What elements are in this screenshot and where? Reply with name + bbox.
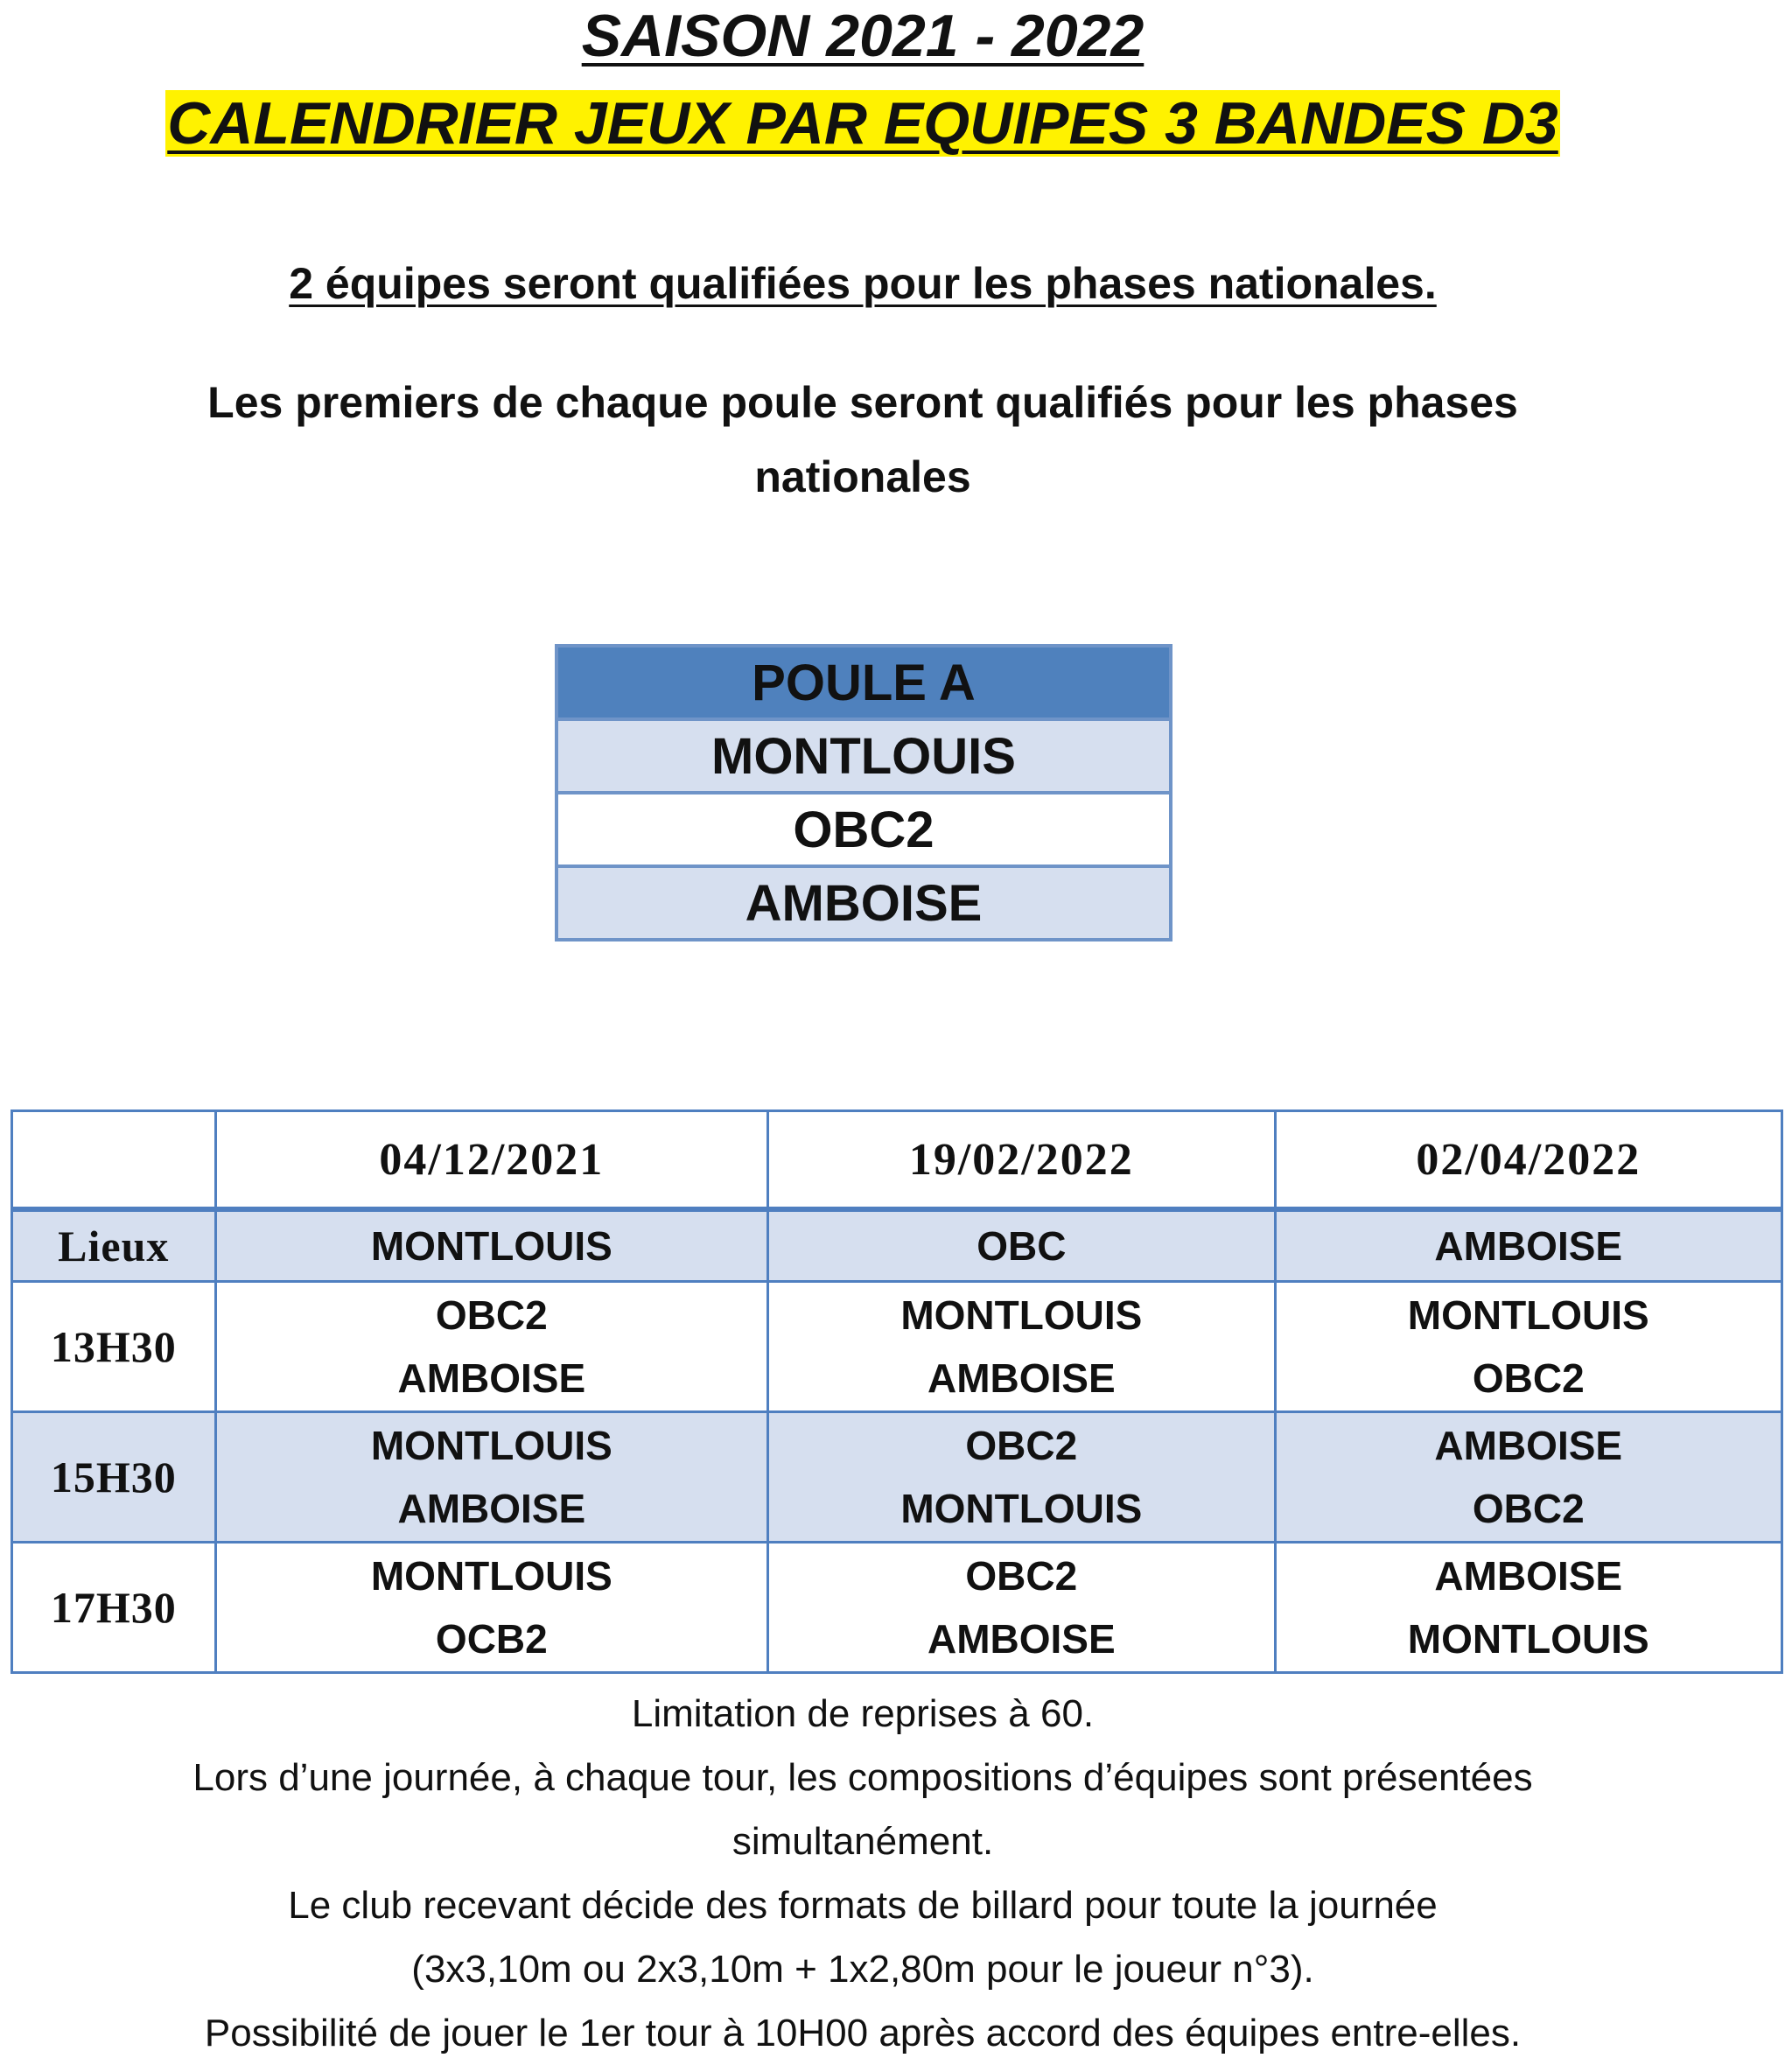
time-label: 15H30 xyxy=(12,1412,216,1543)
match-cell xyxy=(1275,1412,1782,1543)
match-cell xyxy=(1275,1543,1782,1673)
poule-table xyxy=(555,644,1172,942)
poule-team: AMBOISE xyxy=(556,866,1171,940)
time-label: 17H30 xyxy=(12,1543,216,1673)
match-cell xyxy=(215,1543,768,1673)
footer-line: (3x3,10m ou 2x3,10m + 1x2,80m pour le joueur n°3). xyxy=(411,1948,1314,1991)
match-cell xyxy=(768,1543,1275,1673)
poule-team: MONTLOUIS xyxy=(556,719,1171,793)
lieux-label: Lieux xyxy=(12,1209,216,1282)
lieu-cell: AMBOISE xyxy=(1275,1209,1782,1282)
date-cell: 19/02/2022 xyxy=(768,1111,1275,1210)
highlighted-subtitle: CALENDRIER JEUX PAR EQUIPES 3 BANDES D3 xyxy=(167,90,1558,157)
time-slot-row xyxy=(12,1282,1782,1412)
footer-line: simultanément. xyxy=(732,1820,994,1863)
footer-line: Le club recevant décide des formats de billard pour toute la journée xyxy=(288,1884,1438,1927)
schedule-header-row xyxy=(12,1111,1782,1210)
team-home: AMBOISE xyxy=(1434,1423,1623,1468)
premiers-note xyxy=(0,366,1726,514)
date-cell: 04/12/2021 xyxy=(215,1111,768,1210)
time-slot-row xyxy=(12,1543,1782,1673)
match-cell xyxy=(768,1282,1275,1412)
team-away: OBC2 xyxy=(1472,1355,1585,1401)
team-home: MONTLOUIS xyxy=(370,1553,612,1599)
team-home: MONTLOUIS xyxy=(1407,1292,1649,1338)
time-slot-row xyxy=(12,1412,1782,1543)
match-cell xyxy=(215,1282,768,1412)
lieu-cell: MONTLOUIS xyxy=(215,1209,768,1282)
team-home: OBC2 xyxy=(435,1292,548,1338)
team-home: AMBOISE xyxy=(1434,1553,1623,1599)
lieux-row xyxy=(12,1209,1782,1282)
match-cell xyxy=(768,1412,1275,1543)
team-home: OBC2 xyxy=(965,1423,1078,1468)
schedule-table xyxy=(10,1110,1783,1674)
footer-notes xyxy=(0,1682,1726,2065)
team-away: MONTLOUIS xyxy=(900,1486,1143,1531)
footer-line: Possibilité de jouer le 1er tour à 10H00 après accord des équipes entre-elles. xyxy=(204,2012,1522,2054)
poule-team: OBC2 xyxy=(556,793,1171,866)
team-away: MONTLOUIS xyxy=(1407,1616,1649,1662)
time-label: 13H30 xyxy=(12,1282,216,1412)
date-cell: 02/04/2022 xyxy=(1275,1111,1782,1210)
team-away: AMBOISE xyxy=(927,1616,1116,1662)
page-title: SAISON 2021 - 2022 xyxy=(581,3,1144,69)
corner-cell xyxy=(12,1111,216,1210)
team-away: OBC2 xyxy=(1472,1486,1585,1531)
team-home: MONTLOUIS xyxy=(900,1292,1143,1338)
page-subtitle xyxy=(0,89,1726,158)
team-away: AMBOISE xyxy=(927,1355,1116,1401)
poule-header: POULE A xyxy=(556,646,1171,719)
footer-line: Limitation de reprises à 60. xyxy=(631,1692,1095,1735)
match-cell xyxy=(215,1412,768,1543)
footer-line: Lors d’une journée, à chaque tour, les compositions d’équipes sont présentées xyxy=(192,1756,1533,1799)
premiers-note-text: Les premiers de chaque poule seront qualifiés pour les phases nationales xyxy=(207,378,1518,501)
team-away: AMBOISE xyxy=(397,1355,586,1401)
qualification-note: 2 équipes seront qualifiées pour les phases nationales. xyxy=(289,259,1437,308)
team-away: AMBOISE xyxy=(397,1486,586,1531)
team-home: MONTLOUIS xyxy=(370,1423,612,1468)
match-cell xyxy=(1275,1282,1782,1412)
team-home: OBC2 xyxy=(965,1553,1078,1599)
lieu-cell: OBC xyxy=(768,1209,1275,1282)
team-away: OCB2 xyxy=(435,1616,548,1662)
